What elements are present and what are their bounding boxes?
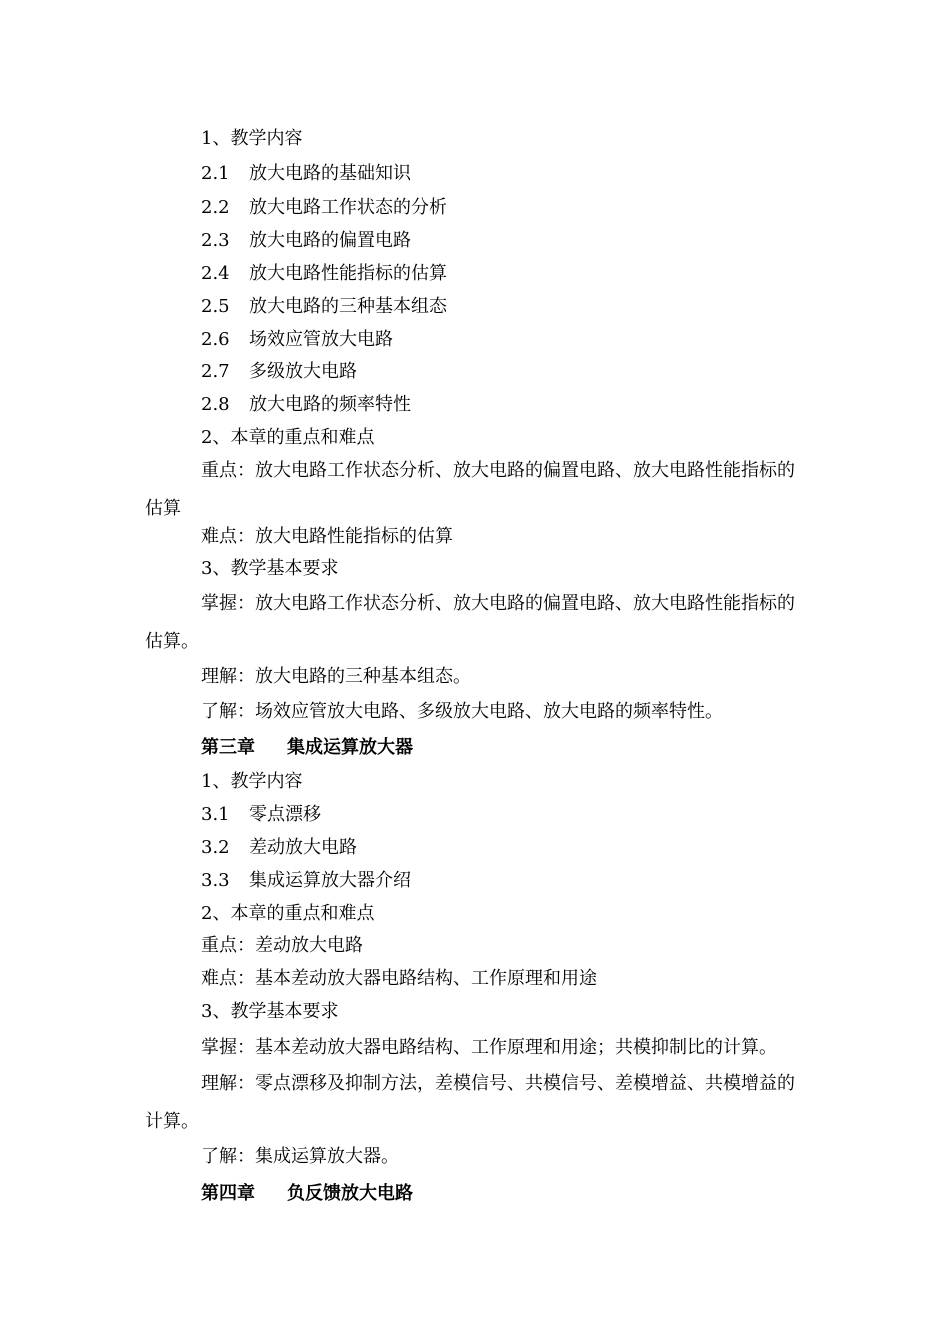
ch2-content-heading: 1、教学内容	[201, 128, 303, 149]
section-title: 零点漂移	[249, 804, 321, 825]
section-number: 2.8	[201, 394, 230, 415]
section-number: 2.3	[201, 230, 230, 251]
ch2-key-points: 重点：放大电路工作状态分析、放大电路的偏置电路、放大电路性能指标的估算	[145, 460, 795, 519]
chapter-label: 第四章	[201, 1183, 255, 1204]
ch2-difficult-points: 难点：放大电路性能指标的估算	[201, 526, 453, 547]
ch2-section-2-2	[201, 196, 447, 220]
section-number: 2.1	[201, 163, 230, 184]
section-title: 差动放大电路	[249, 837, 357, 858]
section-number: 2.4	[201, 263, 230, 284]
ch3-section-3-2	[201, 836, 357, 860]
chapter-title: 负反馈放大电路	[287, 1183, 413, 1204]
ch2-section-2-1	[201, 162, 411, 186]
section-number: 2.7	[201, 361, 230, 382]
ch2-section-2-5	[201, 295, 447, 319]
ch3-req-heading: 3、教学基本要求	[201, 1001, 339, 1022]
section-number: 3.3	[201, 870, 230, 891]
chapter-label: 第三章	[201, 737, 255, 758]
section-title: 场效应管放大电路	[249, 329, 393, 350]
ch2-section-2-3	[201, 229, 411, 253]
section-title: 放大电路工作状态的分析	[249, 197, 447, 218]
chapter-4-heading	[201, 1182, 413, 1206]
section-number: 2.6	[201, 329, 230, 350]
chapter-title: 集成运算放大器	[287, 737, 413, 758]
section-title: 集成运算放大器介绍	[249, 870, 411, 891]
ch3-understand: 理解：零点漂移及抑制方法，差模信号、共模信号、差模增益、共模增益的计算。	[145, 1073, 795, 1132]
section-title: 放大电路的基础知识	[249, 163, 411, 184]
ch2-section-2-7	[201, 360, 357, 384]
ch2-key-heading: 2、本章的重点和难点	[201, 427, 375, 448]
ch2-req-heading: 3、教学基本要求	[201, 558, 339, 579]
chapter-3-heading	[201, 736, 413, 760]
ch3-know: 了解：集成运算放大器。	[201, 1146, 399, 1167]
ch2-section-2-6	[201, 328, 393, 352]
section-title: 多级放大电路	[249, 361, 357, 382]
section-title: 放大电路的三种基本组态	[249, 296, 447, 317]
ch2-section-2-8	[201, 393, 411, 417]
section-title: 放大电路的偏置电路	[249, 230, 411, 251]
ch2-section-2-4	[201, 262, 447, 286]
section-number: 2.5	[201, 296, 230, 317]
ch3-section-3-3	[201, 869, 411, 893]
ch3-section-3-1	[201, 803, 321, 827]
section-number: 3.2	[201, 837, 230, 858]
section-title: 放大电路的频率特性	[249, 394, 411, 415]
ch2-master: 掌握：放大电路工作状态分析、放大电路的偏置电路、放大电路性能指标的估算。	[145, 593, 795, 652]
ch3-master: 掌握：基本差动放大器电路结构、工作原理和用途；共模抑制比的计算。	[201, 1037, 777, 1058]
ch3-key-heading: 2、本章的重点和难点	[201, 903, 375, 924]
ch3-key-points: 重点：差动放大电路	[201, 935, 363, 956]
section-number: 3.1	[201, 804, 230, 825]
section-title: 放大电路性能指标的估算	[249, 263, 447, 284]
ch2-understand: 理解：放大电路的三种基本组态。	[201, 666, 471, 687]
ch2-know: 了解：场效应管放大电路、多级放大电路、放大电路的频率特性。	[201, 701, 723, 722]
section-number: 2.2	[201, 197, 230, 218]
ch3-difficult-points: 难点：基本差动放大器电路结构、工作原理和用途	[201, 968, 597, 989]
ch3-content-heading: 1、教学内容	[201, 771, 303, 792]
